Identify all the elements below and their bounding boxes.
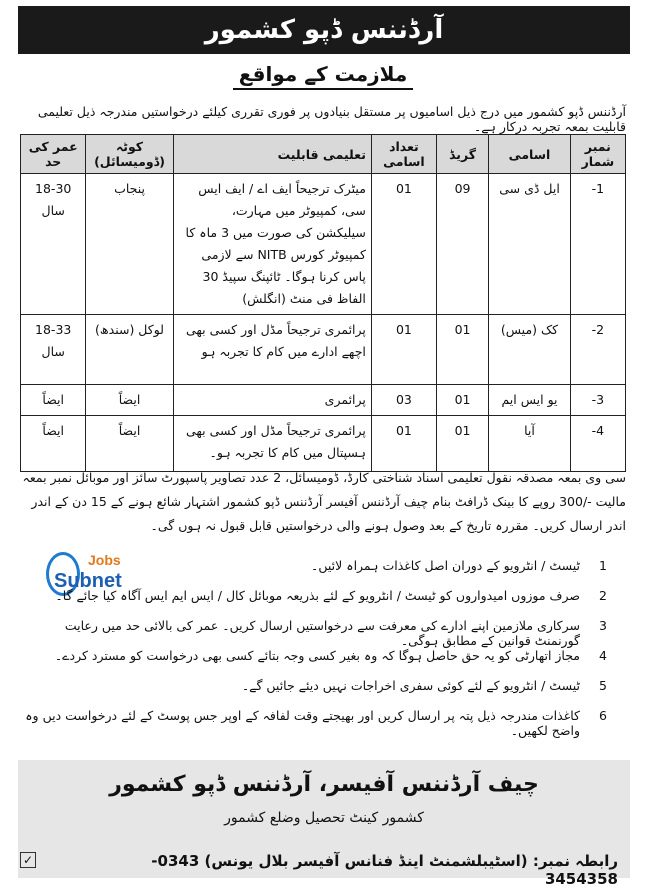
cell-age: 18-30 سال [21, 174, 86, 315]
condition-text: صرف موزوں امیدواروں کو ٹیسٹ / انٹرویو کے لئے بذریعہ موبائل کال / ایس ایم ایس آگاہ کیا جائے گا۔ [55, 588, 580, 603]
cell-age: ایضاً [21, 385, 86, 416]
footer [18, 760, 630, 888]
jobs-table [20, 134, 626, 472]
condition-number: 3 [599, 618, 607, 633]
logo-jobs-text: Jobs [88, 552, 121, 568]
condition-text: ٹیسٹ / انٹرویو کے لئے کوئی سفری اخراجات نہیں دیئے جائیں گے۔ [241, 678, 580, 693]
checkbox-icon: ✓ [20, 852, 36, 868]
condition-text: سرکاری ملازمین اپنے ادارے کی معرفت سے درخواستیں ارسال کریں۔ عمر کی بالائی حد میں رعایت گورنمنٹ قوانین کے مطابق ہوگی۔ [64, 618, 580, 648]
condition-number: 5 [599, 678, 607, 693]
subtitle-text: ملازمت کے مواقع [233, 62, 413, 90]
header-title: آرڈننس ڈپو کشمور [18, 6, 630, 54]
cell-qualification: پرائمری ترجیحاً مڈل اور کسی بھی ہسپتال میں کام کا تجربہ ہو۔ [173, 416, 371, 472]
cell-grade: 01 [436, 385, 488, 416]
table-row [21, 174, 626, 315]
list-item [20, 588, 626, 618]
cell-count: 01 [371, 416, 436, 472]
cell-count: 01 [371, 174, 436, 315]
condition-number: 4 [599, 648, 607, 663]
cell-post: آیا [489, 416, 571, 472]
condition-text: کاغذات مندرجہ ذیل پتہ پر ارسال کریں اور بھیجتے وقت لفافہ کے اوپر جس پوسٹ کے لئے درخواست دیں وہ واضح لکھیں۔ [25, 708, 580, 738]
cell-quota: ایضاً [86, 385, 173, 416]
cell-post: ایل ڈی سی [489, 174, 571, 315]
cell-serial: 1- [570, 174, 625, 315]
cell-serial: 4- [570, 416, 625, 472]
list-item [20, 648, 626, 678]
cell-post: کک (میس) [489, 315, 571, 385]
list-item [20, 678, 626, 708]
table-row [21, 315, 626, 385]
cell-count: 01 [371, 315, 436, 385]
footer-title: چیف آرڈننس آفیسر، آرڈننس ڈپو کشمور [109, 772, 539, 797]
header-serial: نمبر شمار [570, 135, 625, 174]
condition-number: 1 [599, 558, 607, 573]
list-item [20, 558, 626, 588]
table-row [21, 385, 626, 416]
cell-age: 18-33 سال [21, 315, 86, 385]
intro-text: آرڈننس ڈپو کشمور میں درج ذیل اسامیوں پر مستقل بنیادوں پر فوری تقرری کیلئے درخواستیں مندرجہ ذیل تعلیمی قابلیت بمعہ تجربہ درکار ہے۔ [37, 104, 626, 134]
header-grade: گریڈ [436, 135, 488, 174]
list-item [20, 618, 626, 648]
header-count: تعداد اسامی [371, 135, 436, 174]
cell-grade: 01 [436, 416, 488, 472]
header-post: اسامی [489, 135, 571, 174]
cell-quota: لوکل (سندھ) [86, 315, 173, 385]
condition-text: مجاز اتھارٹی کو یہ حق حاصل ہوگا کہ وہ بغیر کسی وجہ بتائے کسی بھی درخواست کو مسترد کردے۔ [54, 648, 580, 663]
cell-quota: پنجاب [86, 174, 173, 315]
condition-text: ٹیسٹ / انٹرویو کے دوران اصل کاغذات ہمراہ لائیں۔ [311, 558, 580, 573]
cell-qualification: پرائمری [173, 385, 371, 416]
logo-subnet-text: Subnet [54, 570, 122, 592]
application-notes: سی وی بمعہ مصدقہ نقول تعلیمی اسناد شناختی کارڈ، ڈومیسائل، 2 عدد تصاویر پاسپورٹ سائز اور موبائل نمبر بمعہ مالیت -/300 روپے کا بینک ڈرافٹ بنام چیف آرڈننس آفیسر آرڈننس ڈپو کشمور اشتہار شائع ہونے کے 15 دن کے اندر اندر ارسال کریں۔ مقررہ تاریخ کے بعد وصول ہونے والی درخواستیں قابل قبول نہ ہوں گی۔ [22, 470, 626, 533]
subtitle [0, 62, 646, 90]
cell-serial: 2- [570, 315, 625, 385]
cell-qualification: میٹرک ترجیحاً ایف اے / ایف ایس سی، کمپیوٹر میں مہارت، سیلیکشن کی صورت میں 3 ماہ کا کمپیوٹر کورس NITB سے لازمی پاس کرنا ہوگا۔ ٹائپنگ سپیڈ 30 الفاظ فی منٹ (انگلش) [173, 174, 371, 315]
cell-grade: 09 [436, 174, 488, 315]
table-row [21, 416, 626, 472]
cell-post: یو ایس ایم [489, 385, 571, 416]
cell-age: ایضاً [21, 416, 86, 472]
cell-quota: ایضاً [86, 416, 173, 472]
header-age: عمر کی حد [21, 135, 86, 174]
header-qualification: تعلیمی قابلیت [173, 135, 371, 174]
cell-grade: 01 [436, 315, 488, 385]
table-header-row [21, 135, 626, 174]
cell-serial: 3- [570, 385, 625, 416]
footer-address: کشمور کینٹ تحصیل وضلع کشمور [224, 810, 424, 826]
condition-number: 2 [599, 588, 607, 603]
header-quota: کوٹہ (ڈومیسائل) [86, 135, 173, 174]
cell-qualification: پرائمری ترجیحاً مڈل اور کسی بھی اچھے ادارے میں کام کا تجربہ ہو [173, 315, 371, 385]
list-item [20, 708, 626, 738]
cell-count: 03 [371, 385, 436, 416]
conditions-list [20, 558, 626, 738]
footer-contact: رابطہ نمبر: (اسٹیبلشمنٹ اینڈ فنانس آفیسر بلال یونس) 0343-3454358 [151, 852, 618, 888]
condition-number: 6 [599, 708, 607, 723]
